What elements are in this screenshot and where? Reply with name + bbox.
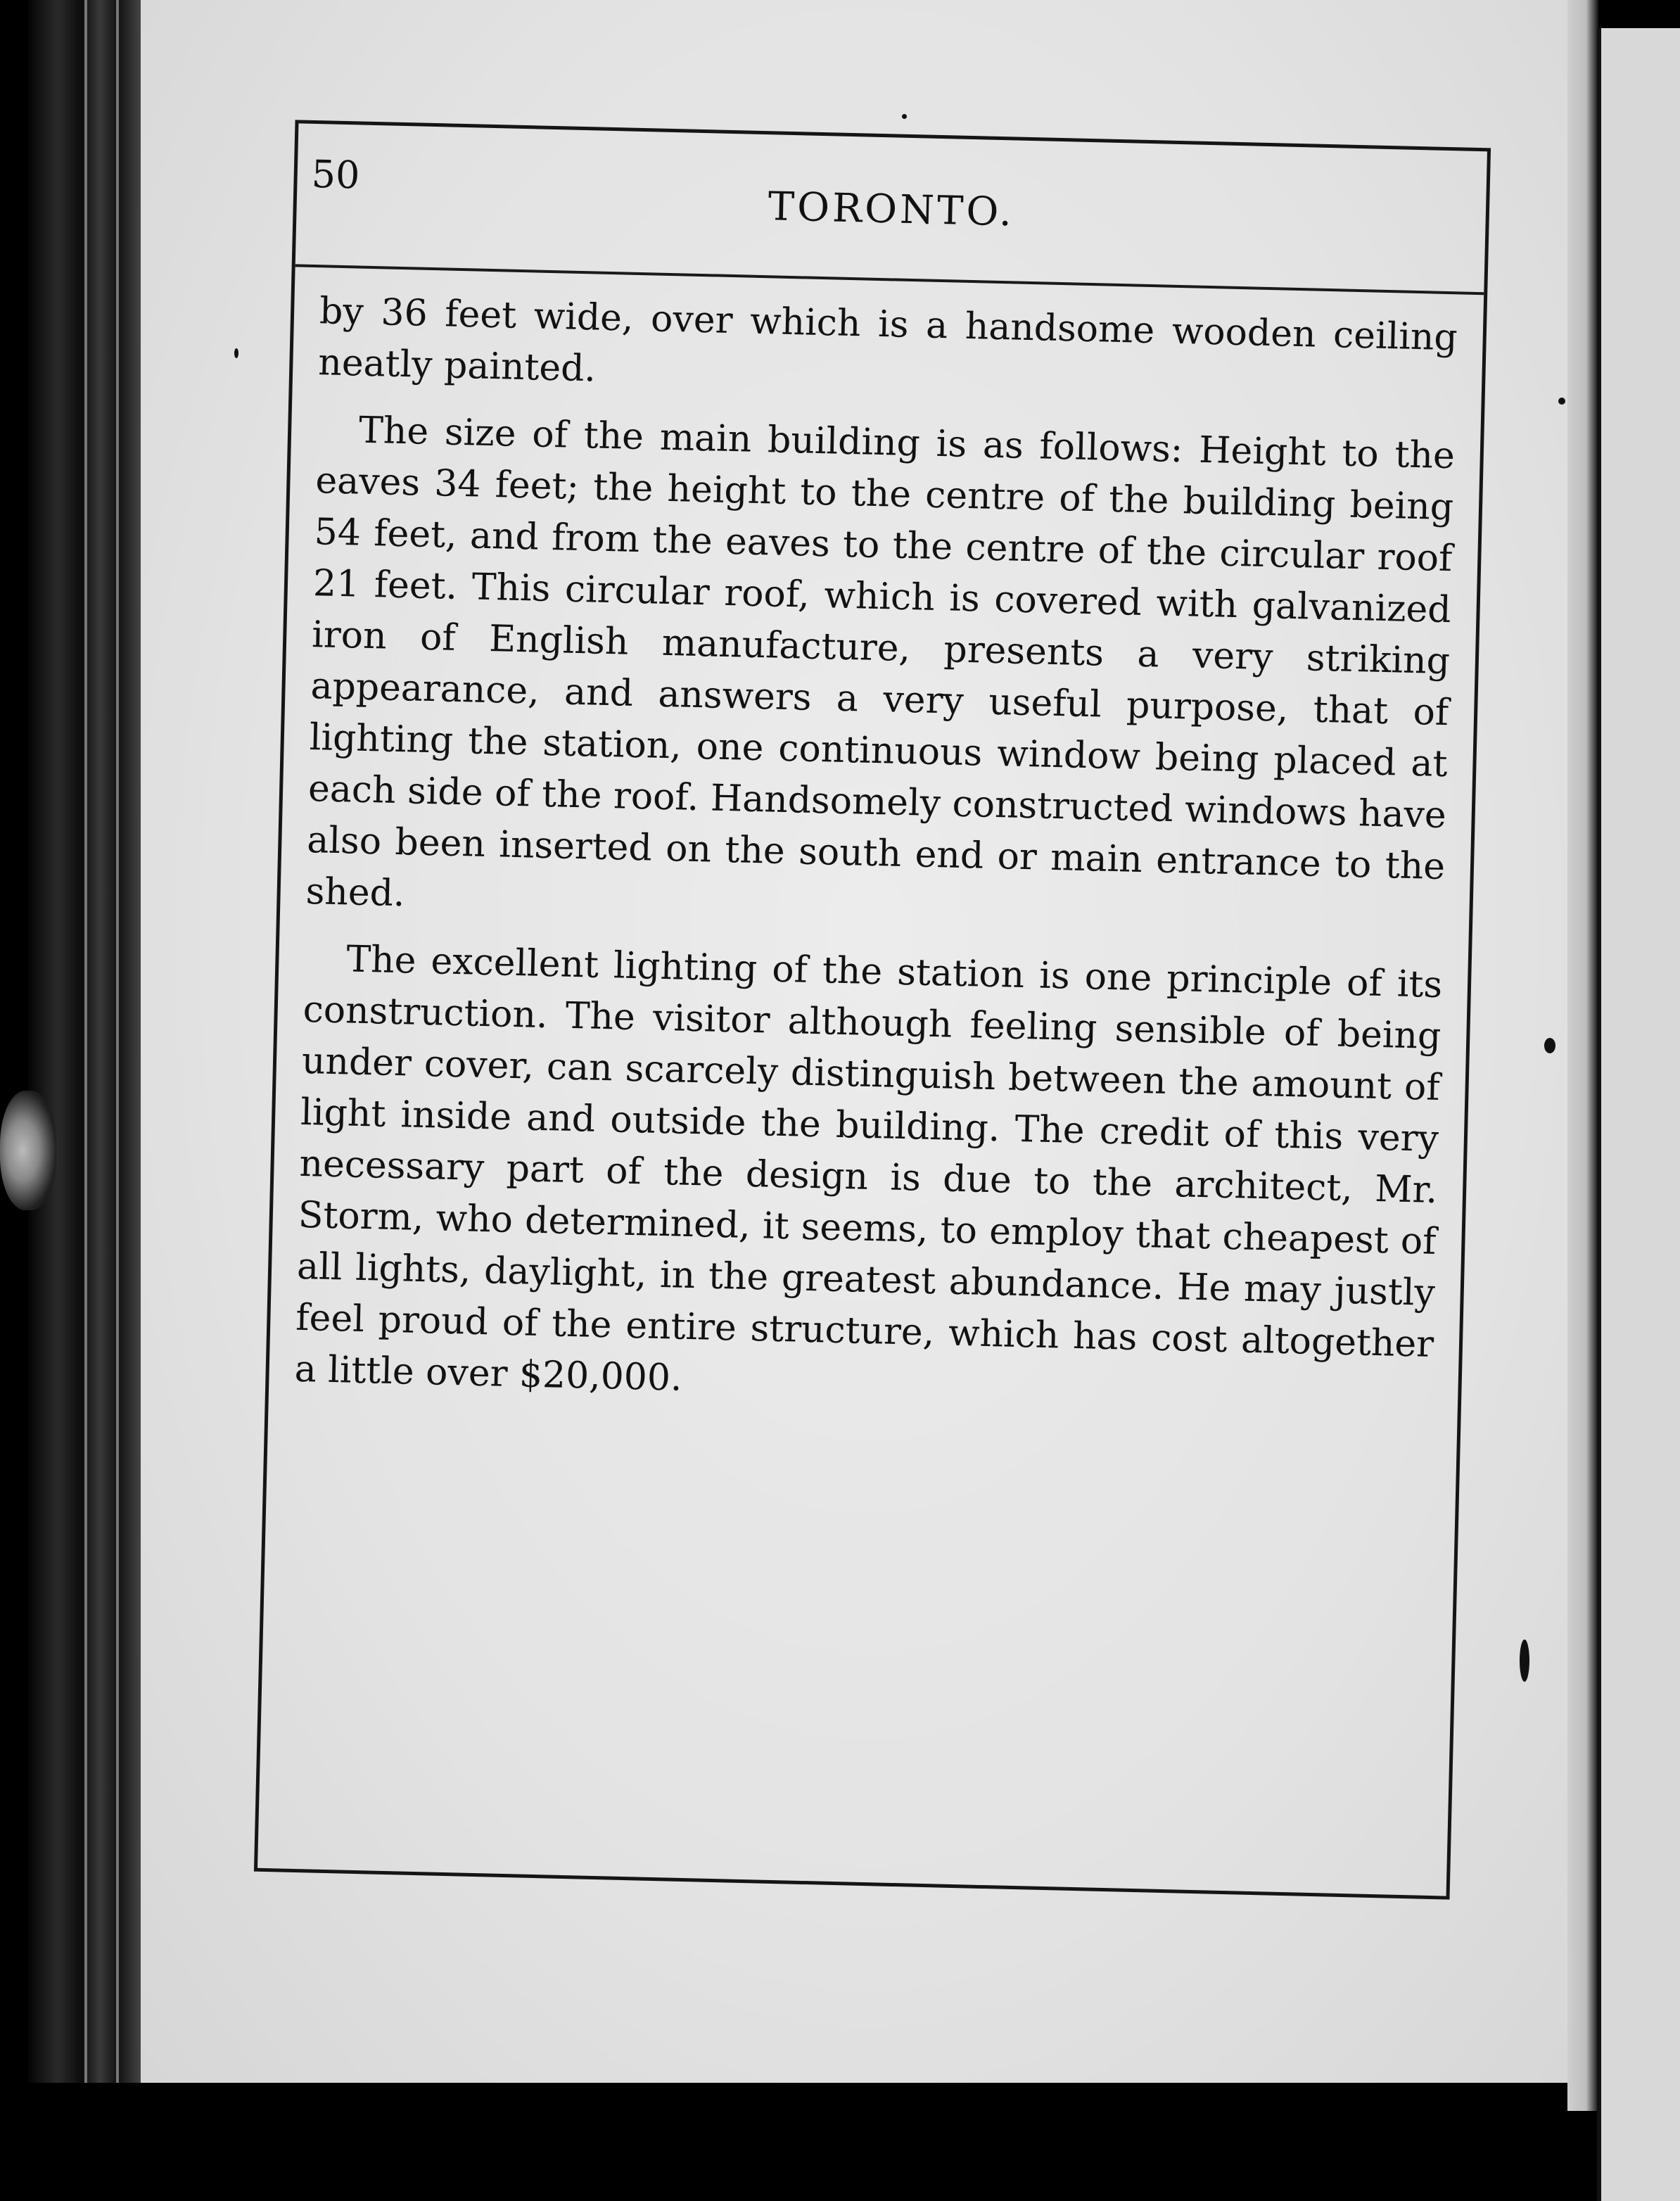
paragraph: by 36 feet wide, over which is a handsome wooden ceiling neatly painted. [317, 290, 1458, 391]
adjacent-page [1597, 28, 1680, 2201]
book-binding-edge [28, 0, 148, 2083]
paragraph: The excellent lighting of the station is one principle of its construction. The visitor although feeling sensible of being under cover, can scarcely distinguish between the amount of light inside and outside the building. The credit of this very necessary part of the design is due to the architect, Mr. Storm, who determined, it seems, to employ that cheapest of all lights, daylight, in the greatest abundance. He may justly feel proud of the entire structure, which has cost altogether a little over $20,000. [294, 938, 1443, 1400]
text-frame [254, 120, 1491, 1899]
scan-speck [902, 114, 907, 119]
running-head: TORONTO. [768, 184, 1015, 236]
page-stack-line [116, 0, 119, 2083]
scan-speck [1544, 1038, 1555, 1053]
scan-speck [234, 348, 238, 358]
scan-speck [1520, 1639, 1529, 1682]
page-fore-edge [1567, 0, 1598, 2111]
body-text [293, 286, 1458, 1438]
page-stack-line [84, 0, 87, 2083]
scan-speck [1558, 398, 1565, 405]
page-number: 50 [311, 151, 361, 198]
paragraph: The size of the main building is as follows: Height to the eaves 34 feet; the height to the centre of the building being 54 feet, and from the eaves to the centre of the circular roof 21 feet. This circular roof, which is covered with galvanized iron of English manufacture, presents a very striking appearance, and answers a very useful purpose, that of lighting the station, one continuous window being placed at each side of the roof. Handsomely constructed windows have also been inserted on the south end or main entrance to the shed. [305, 409, 1456, 915]
scan-artifact [0, 1091, 56, 1210]
